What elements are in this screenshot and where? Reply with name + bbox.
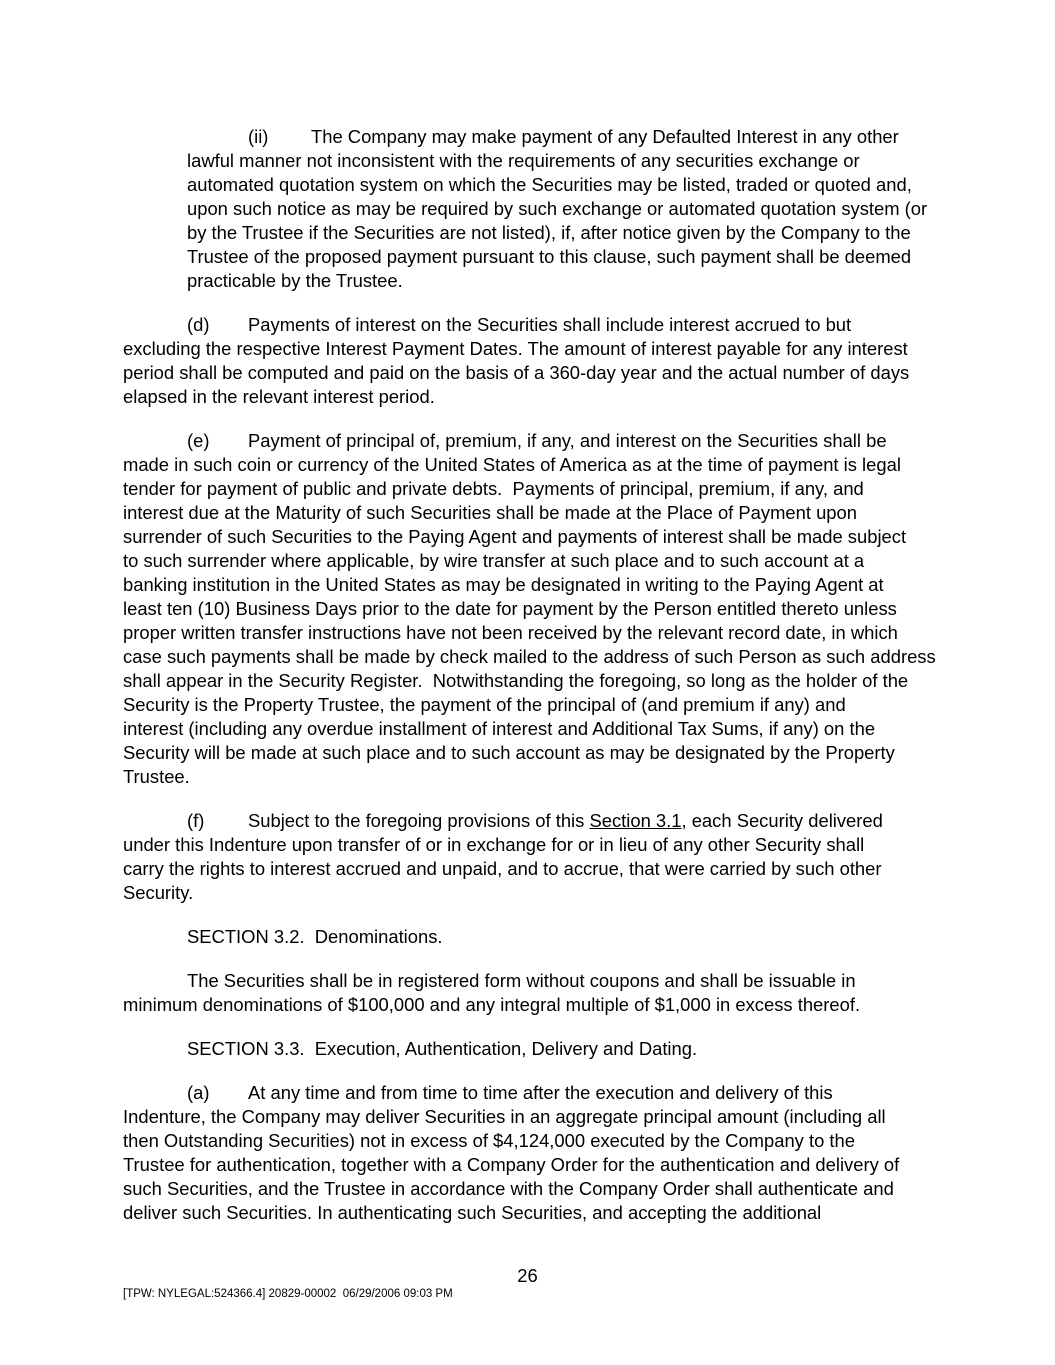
paragraph-line: Security. [123,882,194,903]
paragraph-line: under this Indenture upon transfer of or in exchange for or in lieu of any other Security shall [123,834,865,855]
paragraph-line: lawful manner not inconsistent with the requirements of any securities exchange or [187,150,860,171]
paragraph-line: Security is the Property Trustee, the payment of the principal of (and premium if any) and [123,694,846,715]
paragraph-line: tender for payment of public and private debts. Payments of principal, premium, if any, and [123,478,864,499]
paragraph-line: excluding the respective Interest Payment Dates. The amount of interest payable for any interest [123,338,908,359]
paragraph-line: by the Trustee if the Securities are not listed), if, after notice given by the Company to the [187,222,911,243]
paragraph-label: (e) [187,430,210,451]
paragraph-line: Trustee. [123,766,190,787]
paragraph-line: At any time and from time to time after the execution and delivery of this [248,1082,833,1103]
paragraph-line: Payment of principal of, premium, if any, and interest on the Securities shall be [248,430,887,451]
paragraph-line: carry the rights to interest accrued and unpaid, and to accrue, that were carried by such other [123,858,882,879]
paragraph-line: then Outstanding Securities) not in excess of $4,124,000 executed by the Company to the [123,1130,855,1151]
paragraph-line: banking institution in the United States as may be designated in writing to the Paying Agent at [123,574,884,595]
paragraph-line: Indenture, the Company may deliver Securities in an aggregate principal amount (including all [123,1106,886,1127]
paragraph-line: elapsed in the relevant interest period. [123,386,435,407]
paragraph-line: The Company may make payment of any Defaulted Interest in any other [311,126,899,147]
paragraph-line: shall appear in the Security Register. Notwithstanding the foregoing, so long as the holder of the [123,670,909,691]
paragraph-line: minimum denominations of $100,000 and any integral multiple of $1,000 in excess thereof. [123,994,861,1015]
paragraph-label: (f) [187,810,205,831]
text-run: , each Security delivered [681,810,883,831]
paragraph-line: Payments of interest on the Securities shall include interest accrued to but [248,314,852,335]
paragraph-line: deliver such Securities. In authenticating such Securities, and accepting the additional [123,1202,822,1223]
section-heading: SECTION 3.3. Execution, Authentication, Delivery and Dating. [187,1038,698,1059]
paragraph-line: to such surrender where applicable, by wire transfer at such place and to such account at a [123,550,865,571]
paragraph-line: The Securities shall be in registered form without coupons and shall be issuable in [187,970,856,991]
paragraph-line: Trustee for authentication, together with a Company Order for the authentication and delivery of [123,1154,900,1175]
paragraph-label: (a) [187,1082,210,1103]
paragraph-line: surrender of such Securities to the Paying Agent and payments of interest shall be made subject [123,526,907,547]
paragraph-line: interest due at the Maturity of such Securities shall be made at the Place of Payment upon [123,502,857,523]
paragraph-label: (ii) [248,126,269,147]
paragraph-line: practicable by the Trustee. [187,270,403,291]
paragraph-line: case such payments shall be made by check mailed to the address of such Person as such address [123,646,936,667]
text-run: Subject to the foregoing provisions of this [248,810,590,831]
paragraph-line: automated quotation system on which the Securities may be listed, traded or quoted and, [187,174,912,195]
paragraph-line: period shall be computed and paid on the basis of a 360-day year and the actual number of days [123,362,910,383]
page-number: 26 [517,1265,538,1286]
section-3-1-reference: Section 3.1 [589,810,682,831]
paragraph-line [248,809,883,833]
paragraph-line: proper written transfer instructions have not been received by the relevant record date, in which [123,622,898,643]
paragraph-label: (d) [187,314,210,335]
paragraph-line: interest (including any overdue installment of interest and Additional Tax Sums, if any) on the [123,718,876,739]
paragraph-line: Trustee of the proposed payment pursuant to this clause, such payment shall be deemed [187,246,912,267]
paragraph-line: upon such notice as may be required by such exchange or automated quotation system (or [187,198,928,219]
paragraph-line: made in such coin or currency of the United States of America as at the time of payment is legal [123,454,901,475]
paragraph-line: least ten (10) Business Days prior to the date for payment by the Person entitled thereto unless [123,598,897,619]
paragraph-line: Security will be made at such place and to such account as may be designated by the Property [123,742,895,763]
document-footer: [TPW: NYLEGAL:524366.4] 20829-00002 06/29/2006 09:03 PM [123,1288,453,1300]
paragraph-line: such Securities, and the Trustee in accordance with the Company Order shall authenticate and [123,1178,894,1199]
section-heading: SECTION 3.2. Denominations. [187,926,443,947]
